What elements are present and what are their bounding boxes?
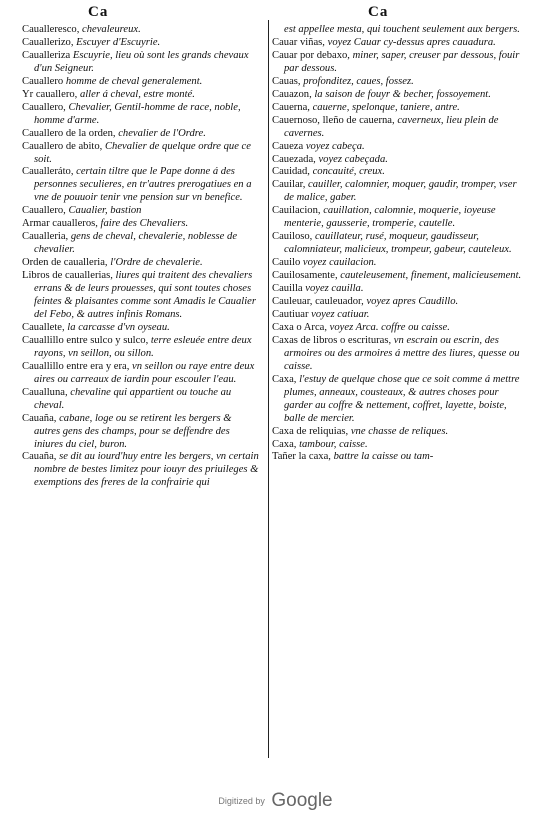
dictionary-entry — [22, 128, 260, 141]
entry-headword: Cauazon, — [272, 88, 312, 100]
entry-headword: Cauilacion, — [272, 205, 321, 217]
entry-translation: caverneux, lieu plein de cavernes. — [284, 114, 499, 139]
entry-headword: Orden de caualleria, — [22, 257, 108, 269]
entry-headword: Caxas de libros o escrituras, — [272, 334, 392, 346]
entry-headword: Cauilla — [272, 283, 303, 295]
entry-headword: Caxa, — [272, 373, 297, 385]
dictionary-entry — [272, 24, 528, 37]
entry-headword: Yr cauallero, — [22, 88, 78, 100]
entry-translation: cauillation, calomnie, moquerie, ioyeuse menterie, gausserie, tromperie, cautelle. — [284, 205, 496, 230]
dictionary-entry — [272, 154, 528, 167]
dictionary-entry — [272, 141, 528, 154]
entry-headword: Caualleráto, — [22, 166, 74, 178]
dictionary-entry — [272, 50, 528, 76]
entry-translation: la carcasse d'vn oyseau. — [64, 321, 170, 333]
entry-translation: tambour, caisse. — [296, 438, 368, 450]
entry-translation: l'estuy de quelque chose que ce soit comme á mettre plumes, anneaux, cousteaux, & autres choses pour garder au coffre & nettement, coffret, layette, boiste, balle de mercier. — [284, 373, 520, 424]
entry-translation: Escuyer d'Escuyrie. — [73, 36, 161, 48]
dictionary-entry — [22, 50, 260, 76]
entry-headword: Cauallero — [22, 75, 64, 87]
entry-translation: se dit au iourd'huy entre les bergers, vn certain nombre de bestes limitez pour iouyr des priuileges & exemptions des freres de la confrairie qui — [34, 451, 259, 489]
entry-headword: Cauilo — [272, 257, 301, 269]
entry-translation: gens de cheval, chevalerie, noblesse de chevalier. — [34, 231, 238, 256]
dictionary-entry — [272, 296, 528, 309]
dictionary-entry — [272, 205, 528, 231]
entry-translation: liures qui traitent des chevaliers errans & de leurs prouesses, qui sont toutes choses feintes & plaisantes comme sont Amadis le Caualier del Febo, & autres infinis Romans. — [34, 270, 256, 320]
entry-translation: certain tiltre que le Pape donne á des personnes seculieres, en tr'autres prerogatiues en a vne de pouuoir tenir vne pension sur vn benefice. — [34, 166, 252, 204]
entry-headword: Armar caualleros, — [22, 218, 98, 230]
dictionary-entry — [272, 451, 528, 464]
dictionary-entry — [22, 322, 260, 335]
entry-translation: Chevalier, Gentil-homme de race, noble, homme d'arme. — [34, 101, 241, 126]
entry-translation: voyez cabeça. — [303, 140, 365, 152]
entry-headword: Cauidad, — [272, 166, 310, 178]
dictionary-entry — [272, 166, 528, 179]
entry-translation: voyez cabeçada. — [315, 153, 388, 165]
entry-headword: Cauar por debaxo, — [272, 49, 350, 61]
entry-headword: Cauilosamente, — [272, 270, 338, 282]
dictionary-entry — [22, 89, 260, 102]
entry-translation: voyez apres Caudillo. — [363, 296, 459, 308]
dictionary-entry — [272, 322, 528, 335]
entry-translation: voyez cauilacion. — [300, 257, 377, 269]
dictionary-entry — [22, 76, 260, 89]
entry-headword: Cauallero de la orden, — [22, 127, 116, 139]
entry-headword: Cauar viñas, — [272, 36, 325, 48]
entry-translation: cauteleusement, finement, malicieusement. — [337, 270, 522, 282]
entry-translation: chevaleureux. — [79, 24, 141, 35]
entry-translation: voyez cauilla. — [302, 283, 364, 295]
entry-translation: chevalier de l'Ordre. — [115, 127, 206, 139]
dictionary-entry — [22, 231, 260, 257]
entry-headword: Cauallillo entre era y era, — [22, 360, 130, 372]
entry-headword: Caxa o Arca, — [272, 321, 328, 333]
entry-headword: Cautiuar — [272, 308, 309, 320]
dictionary-entry — [272, 231, 528, 257]
dictionary-entry — [272, 309, 528, 322]
dictionary-entry — [272, 439, 528, 452]
entry-translation: est appellee mesta, qui touchent seulement aux bergers. — [284, 24, 520, 35]
dictionary-entry — [22, 257, 260, 270]
dictionary-entry — [22, 166, 260, 205]
entry-translation: l'Ordre de chevalerie. — [107, 257, 203, 269]
entry-headword: Cauas, — [272, 75, 301, 87]
page-header-left: Ca — [88, 4, 109, 20]
entry-headword: Cauallerizo, — [22, 36, 74, 48]
entry-headword: Cauallero, — [22, 205, 66, 217]
entry-translation: cauerne, spelonque, taniere, antre. — [309, 101, 460, 113]
entry-headword: Caueza — [272, 140, 304, 152]
dictionary-entry — [22, 102, 260, 128]
page-header-right: Ca — [368, 4, 389, 20]
dictionary-entry — [272, 179, 528, 205]
entry-headword: Cauleuar, cauleuador, — [272, 296, 364, 308]
entry-translation: battre la caisse ou tam- — [330, 451, 434, 463]
entry-translation: vne chasse de reliques. — [348, 425, 449, 437]
dictionary-entry — [272, 257, 528, 270]
entry-headword: Cauaña, — [22, 412, 57, 424]
dictionary-entry — [272, 76, 528, 89]
entry-headword: Cauilar, — [272, 179, 306, 191]
entry-translation: profonditez, caues, fossez. — [300, 75, 414, 87]
entry-translation: vn escrain ou escrin, des armoires ou des armoires á mettre des liures, quesse ou caisse. — [284, 334, 520, 372]
dictionary-entry — [22, 387, 260, 413]
entry-translation: voyez Arca. coffre ou caisse. — [327, 321, 450, 333]
dictionary-entry — [272, 270, 528, 283]
entry-translation: la saison de fouyr & becher, fossoyement. — [311, 88, 491, 100]
entry-translation: Escuyrie, lieu où sont les grands chevaux d'un Seigneur. — [34, 49, 249, 74]
entry-headword: Caxa, — [272, 438, 297, 450]
entry-headword: Libros de cauallerias, — [22, 270, 113, 282]
dictionary-entry — [22, 141, 260, 167]
entry-headword: Cauallero de abito, — [22, 140, 103, 152]
dictionary-entry — [272, 283, 528, 296]
entry-translation: miner, saper, creuser par dessous, fouir par dessous. — [284, 49, 520, 74]
entry-translation: Chevalier de quelque ordre que ce soit. — [34, 140, 251, 165]
dictionary-entry — [272, 102, 528, 115]
dictionary-entry — [272, 115, 528, 141]
dictionary-entry — [22, 335, 260, 361]
entry-headword: Cauaña, — [22, 451, 57, 463]
right-column — [272, 24, 528, 464]
entry-headword: Cauallero, — [22, 101, 66, 113]
entry-translation: terre esleuée entre deux rayons, vn seillon, ou sillon. — [34, 334, 252, 359]
entry-translation: vn seillon ou raye entre deux aires ou carreaux de iardin pour escouler l'eau. — [34, 360, 255, 385]
dictionary-entry — [272, 89, 528, 102]
entry-headword: Caxa de reliquias, — [272, 425, 349, 437]
entry-translation: concauité, creux. — [309, 166, 385, 178]
google-logo: Google — [271, 790, 333, 811]
entry-headword: Cauernoso, lleño de cauerna, — [272, 114, 395, 126]
entry-headword: Caualleriza — [22, 49, 71, 61]
left-column — [22, 24, 260, 490]
entry-translation: chevaline qui appartient ou touche au cheval. — [34, 386, 232, 411]
entry-translation: aller á cheval, estre monté. — [77, 88, 195, 100]
dictionary-entry — [272, 335, 528, 374]
entry-headword: Caualluna, — [22, 386, 68, 398]
dictionary-entry — [22, 451, 260, 490]
column-divider — [268, 20, 269, 758]
entry-headword: Tañer la caxa, — [272, 451, 331, 463]
dictionary-entry — [272, 426, 528, 439]
entry-translation: faire des Chevaliers. — [97, 218, 189, 230]
dictionary-entry — [22, 361, 260, 387]
digitized-by-label: Digitized by — [218, 796, 265, 806]
entry-translation: voyez catiuar. — [308, 308, 370, 320]
dictionary-entry — [22, 218, 260, 231]
entry-headword: Cauallillo entre sulco y sulco, — [22, 334, 149, 346]
entry-headword: Cauerna, — [272, 101, 310, 113]
entry-translation: voyez Cauar cy-dessus apres cauadura. — [324, 36, 496, 48]
entry-translation: Caualier, bastion — [65, 205, 142, 217]
entry-translation: cabane, loge ou se retirent les bergers & autres gens des champs, pour se deffendre des iniures du ciel, buron. — [34, 412, 232, 450]
dictionary-entry — [22, 413, 260, 452]
entry-headword: Cauallete, — [22, 321, 65, 333]
entry-translation: homme de cheval generalement. — [63, 75, 203, 87]
dictionary-entry — [22, 270, 260, 322]
dictionary-entry — [22, 37, 260, 50]
digitization-watermark — [0, 790, 551, 812]
entry-headword: Caualleria, — [22, 231, 69, 243]
dictionary-entry — [272, 37, 528, 50]
entry-translation: cauillateur, rusé, moqueur, gaudisseur, calomniateur, malicieux, trompeur, gabeur, cauteleux. — [284, 231, 512, 256]
dictionary-entry — [272, 374, 528, 426]
entry-translation: cauiller, calomnier, moquer, gaudir, tromper, vser de malice, gaber. — [284, 179, 517, 204]
entry-headword: Cauezada, — [272, 153, 316, 165]
entry-headword: Cauiloso, — [272, 231, 313, 243]
entry-headword: Caualleresco, — [22, 24, 80, 35]
dictionary-entry — [22, 205, 260, 218]
dictionary-entry — [22, 24, 260, 37]
